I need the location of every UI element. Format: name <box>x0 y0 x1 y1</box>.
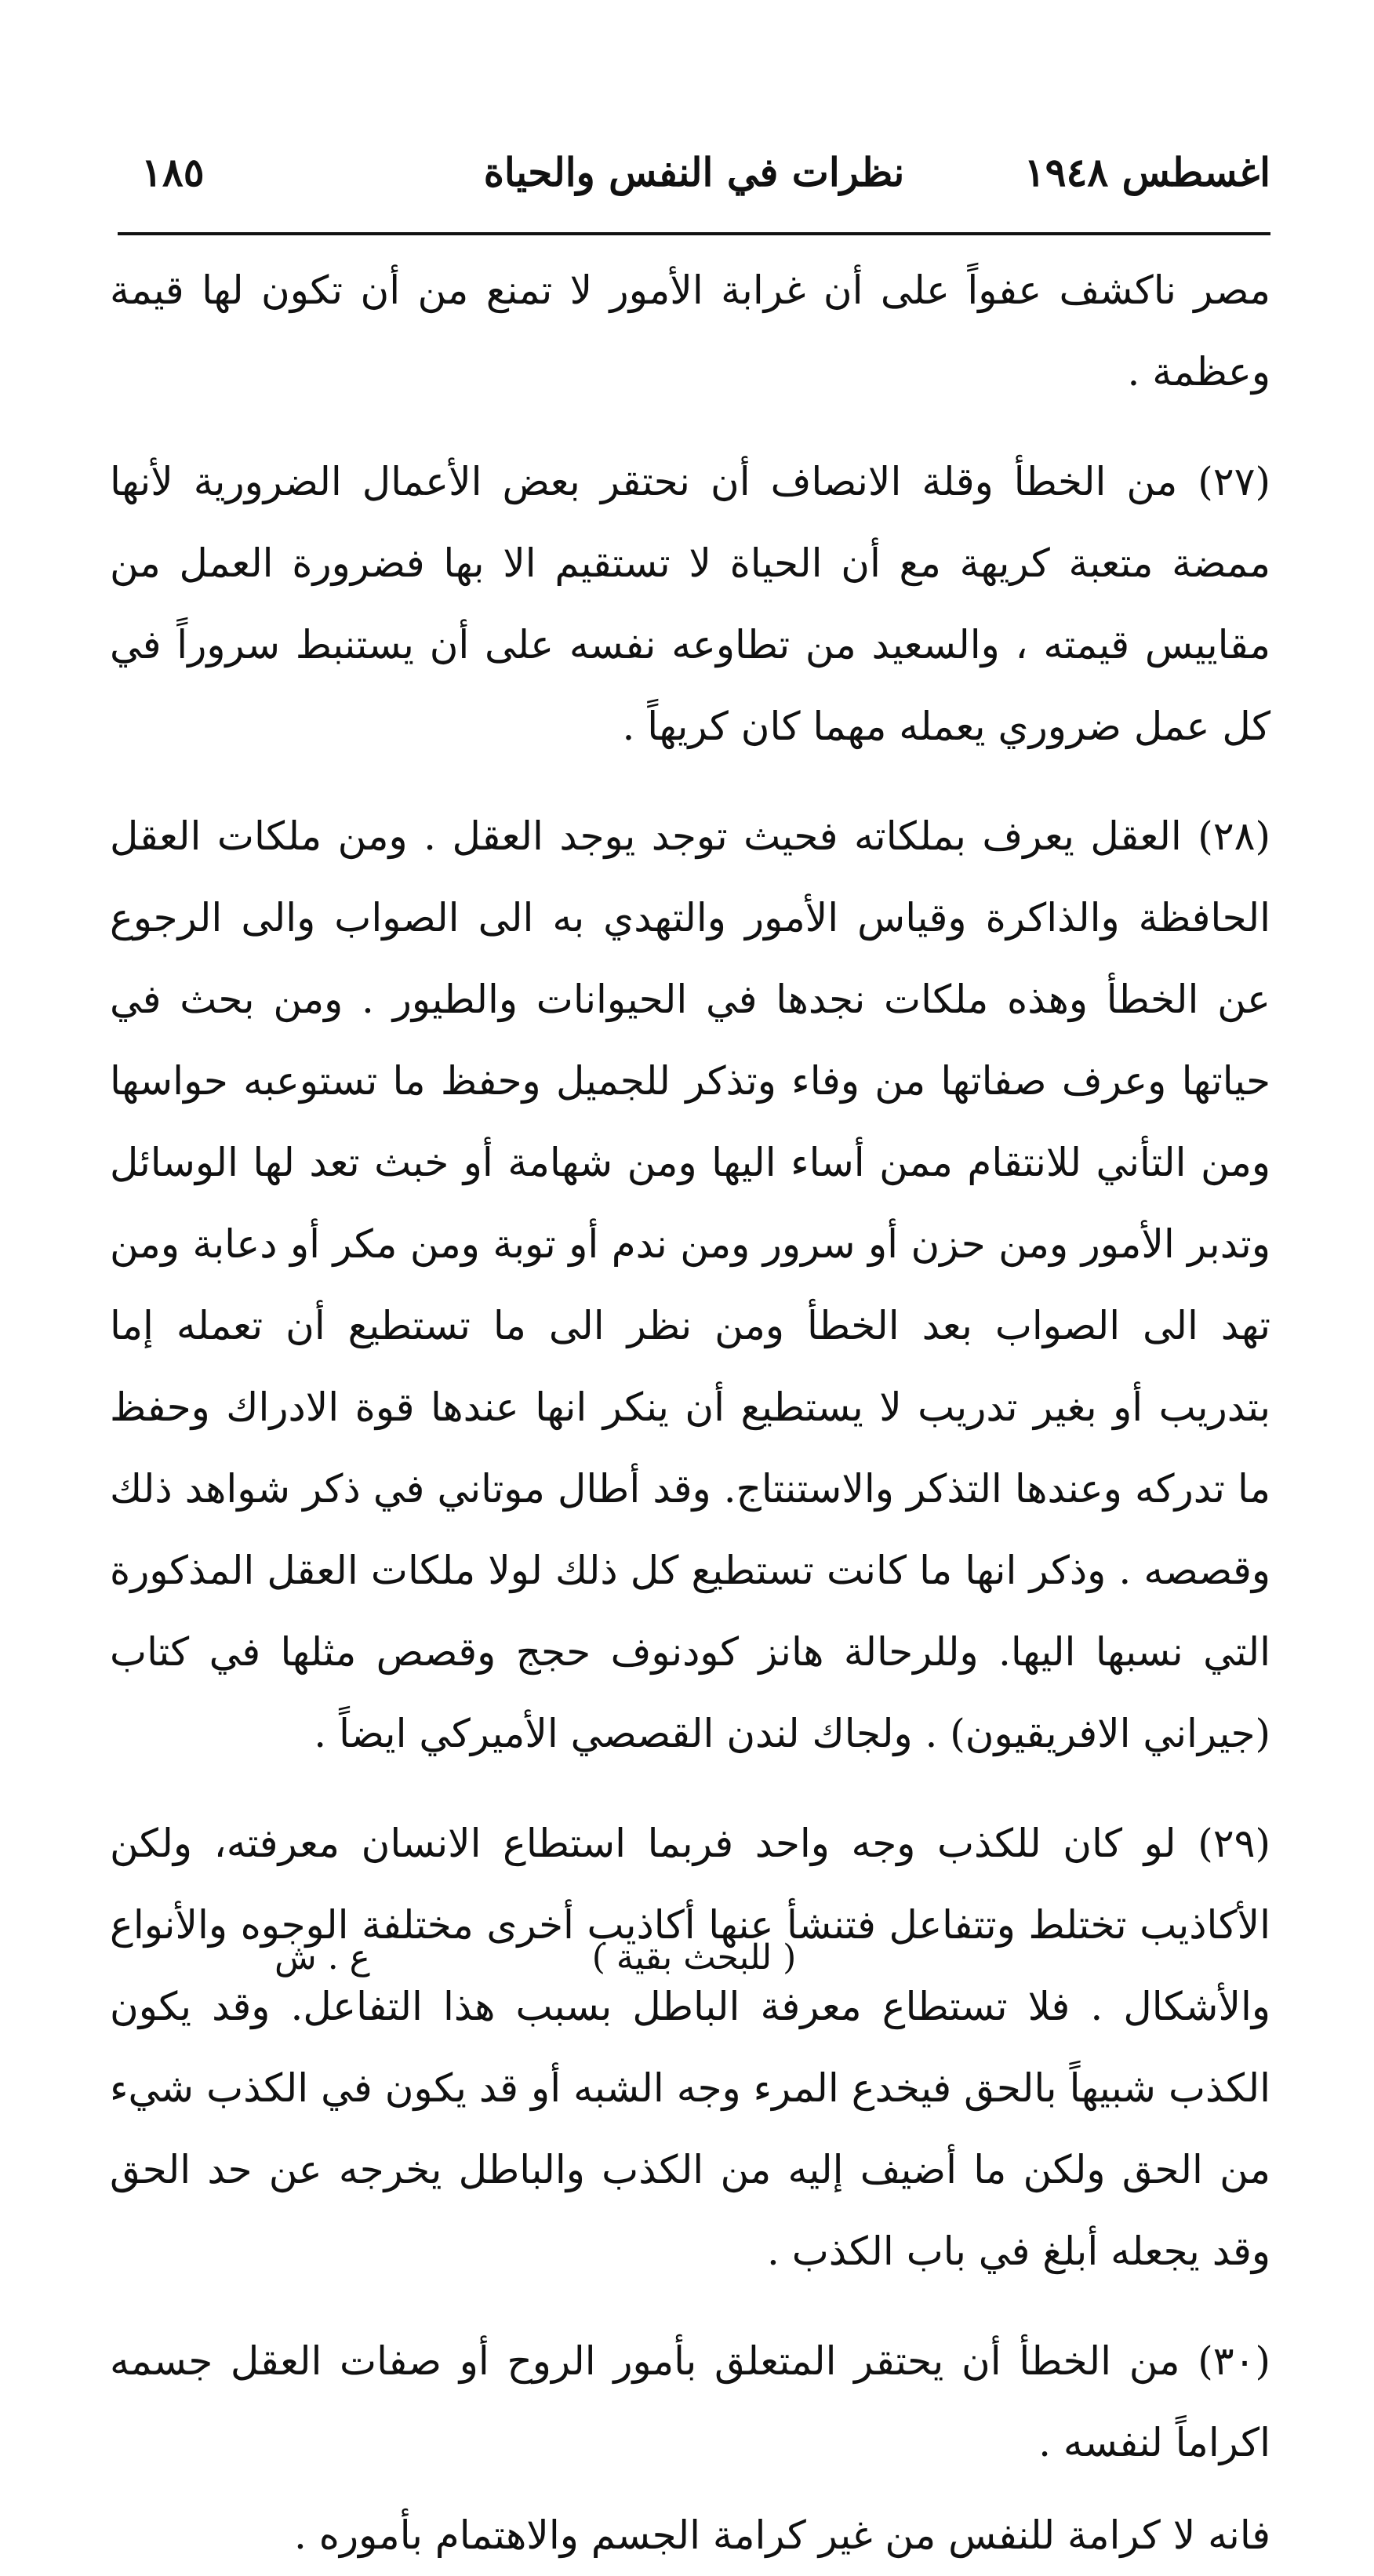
header-rule <box>118 232 1270 235</box>
paragraph-27: (٢٧) من الخطأ وقلة الانصاف أن نحتقر بعض الأعمال الضرورية لأنها ممضة متعبة كريهة مع أن الحياة لا تستقيم الا بها فضرورة العمل من مقاييس قيمته ، والسعيد من تطاوعه نفسه على أن يستنبط سروراً في كل عمل ضروري يعمله مهما كان كريهاً . <box>110 459 1270 749</box>
page-number: ١٨٥ <box>141 149 205 195</box>
page-footer <box>118 1937 1270 2000</box>
running-header <box>118 141 1270 227</box>
paragraph-intro-continuation: مصر ناكشف عفواً على أن غرابة الأمور لا تمنع من أن تكون لها قيمة وعظمة . <box>110 267 1270 395</box>
to-be-continued-note: ( للبحث بقية ) <box>591 1937 797 1977</box>
paragraph-30: (٣٠) من الخطأ أن يحتقر المتعلق بأمور الروح أو صفات العقل جسمه اكراماً لنفسه . <box>110 2338 1270 2465</box>
header-title: نظرات في النفس والحياة <box>483 149 905 195</box>
header-date: اغسطس ١٩٤٨ <box>1023 149 1270 195</box>
paragraph-30-continuation: فانه لا كرامة للنفس من غير كرامة الجسم والاهتمام بأموره . <box>293 2512 1270 2558</box>
paragraph-29: (٢٩) لو كان للكذب وجه واحد فربما استطاع الانسان معرفته، ولكن الأكاذيب تختلط وتتفاعل فتنشأ عنها أكاذيب أخرى مختلفة الوجوه والأنواع والأشكال . فلا تستطاع معرفة الباطل بسبب هذا التفاعل. وقد يكون الكذب شبيهاً بالحق فيخدع المرء وجه الشبه أو قد يكون في الكذب شيء من الحق ولكن ما أضيف إليه من الكذب والباطل يخرجه عن حد الحق وقد يجعله أبلغ في باب الكذب . <box>110 1821 1270 2274</box>
author-signature: ع . ش <box>274 1937 370 1977</box>
paragraph-28: (٢٨) العقل يعرف بملكاته فحيث توجد يوجد العقل . ومن ملكات العقل الحافظة والذاكرة وقياس الأمور والتهدي به الى الصواب والى الرجوع عن الخطأ وهذه ملكات نجدها في الحيوانات والطيور . ومن بحث في حياتها وعرف صفاتها من وفاء وتذكر للجميل وحفظ ما تستوعبه حواسها ومن التأني للانتقام ممن أساء اليها ومن شهامة أو خبث تعد لها الوسائل وتدبر الأمور ومن حزن أو سرور ومن ندم أو توبة ومن مكر أو دعابة ومن تهد الى الصواب بعد الخطأ ومن نظر الى ما تستطيع أن تعمله إما بتدريب أو بغير تدريب لا يستطيع أن ينكر انها عندها قوة الادراك وحفظ ما تدركه وعندها التذكر والاستنتاج. وقد أطال موتاني في ذكر شواهد ذلك وقصصه . وذكر انها ما كانت تستطيع كل ذلك لولا ملكات العقل المذكورة التي نسبها اليها. وللرحالة هانز كودنوف حجج وقصص مثلها في كتاب (جيراني الافريقيون) . ولجاك لندن القصصي الأميركي ايضاً . <box>110 813 1270 1756</box>
